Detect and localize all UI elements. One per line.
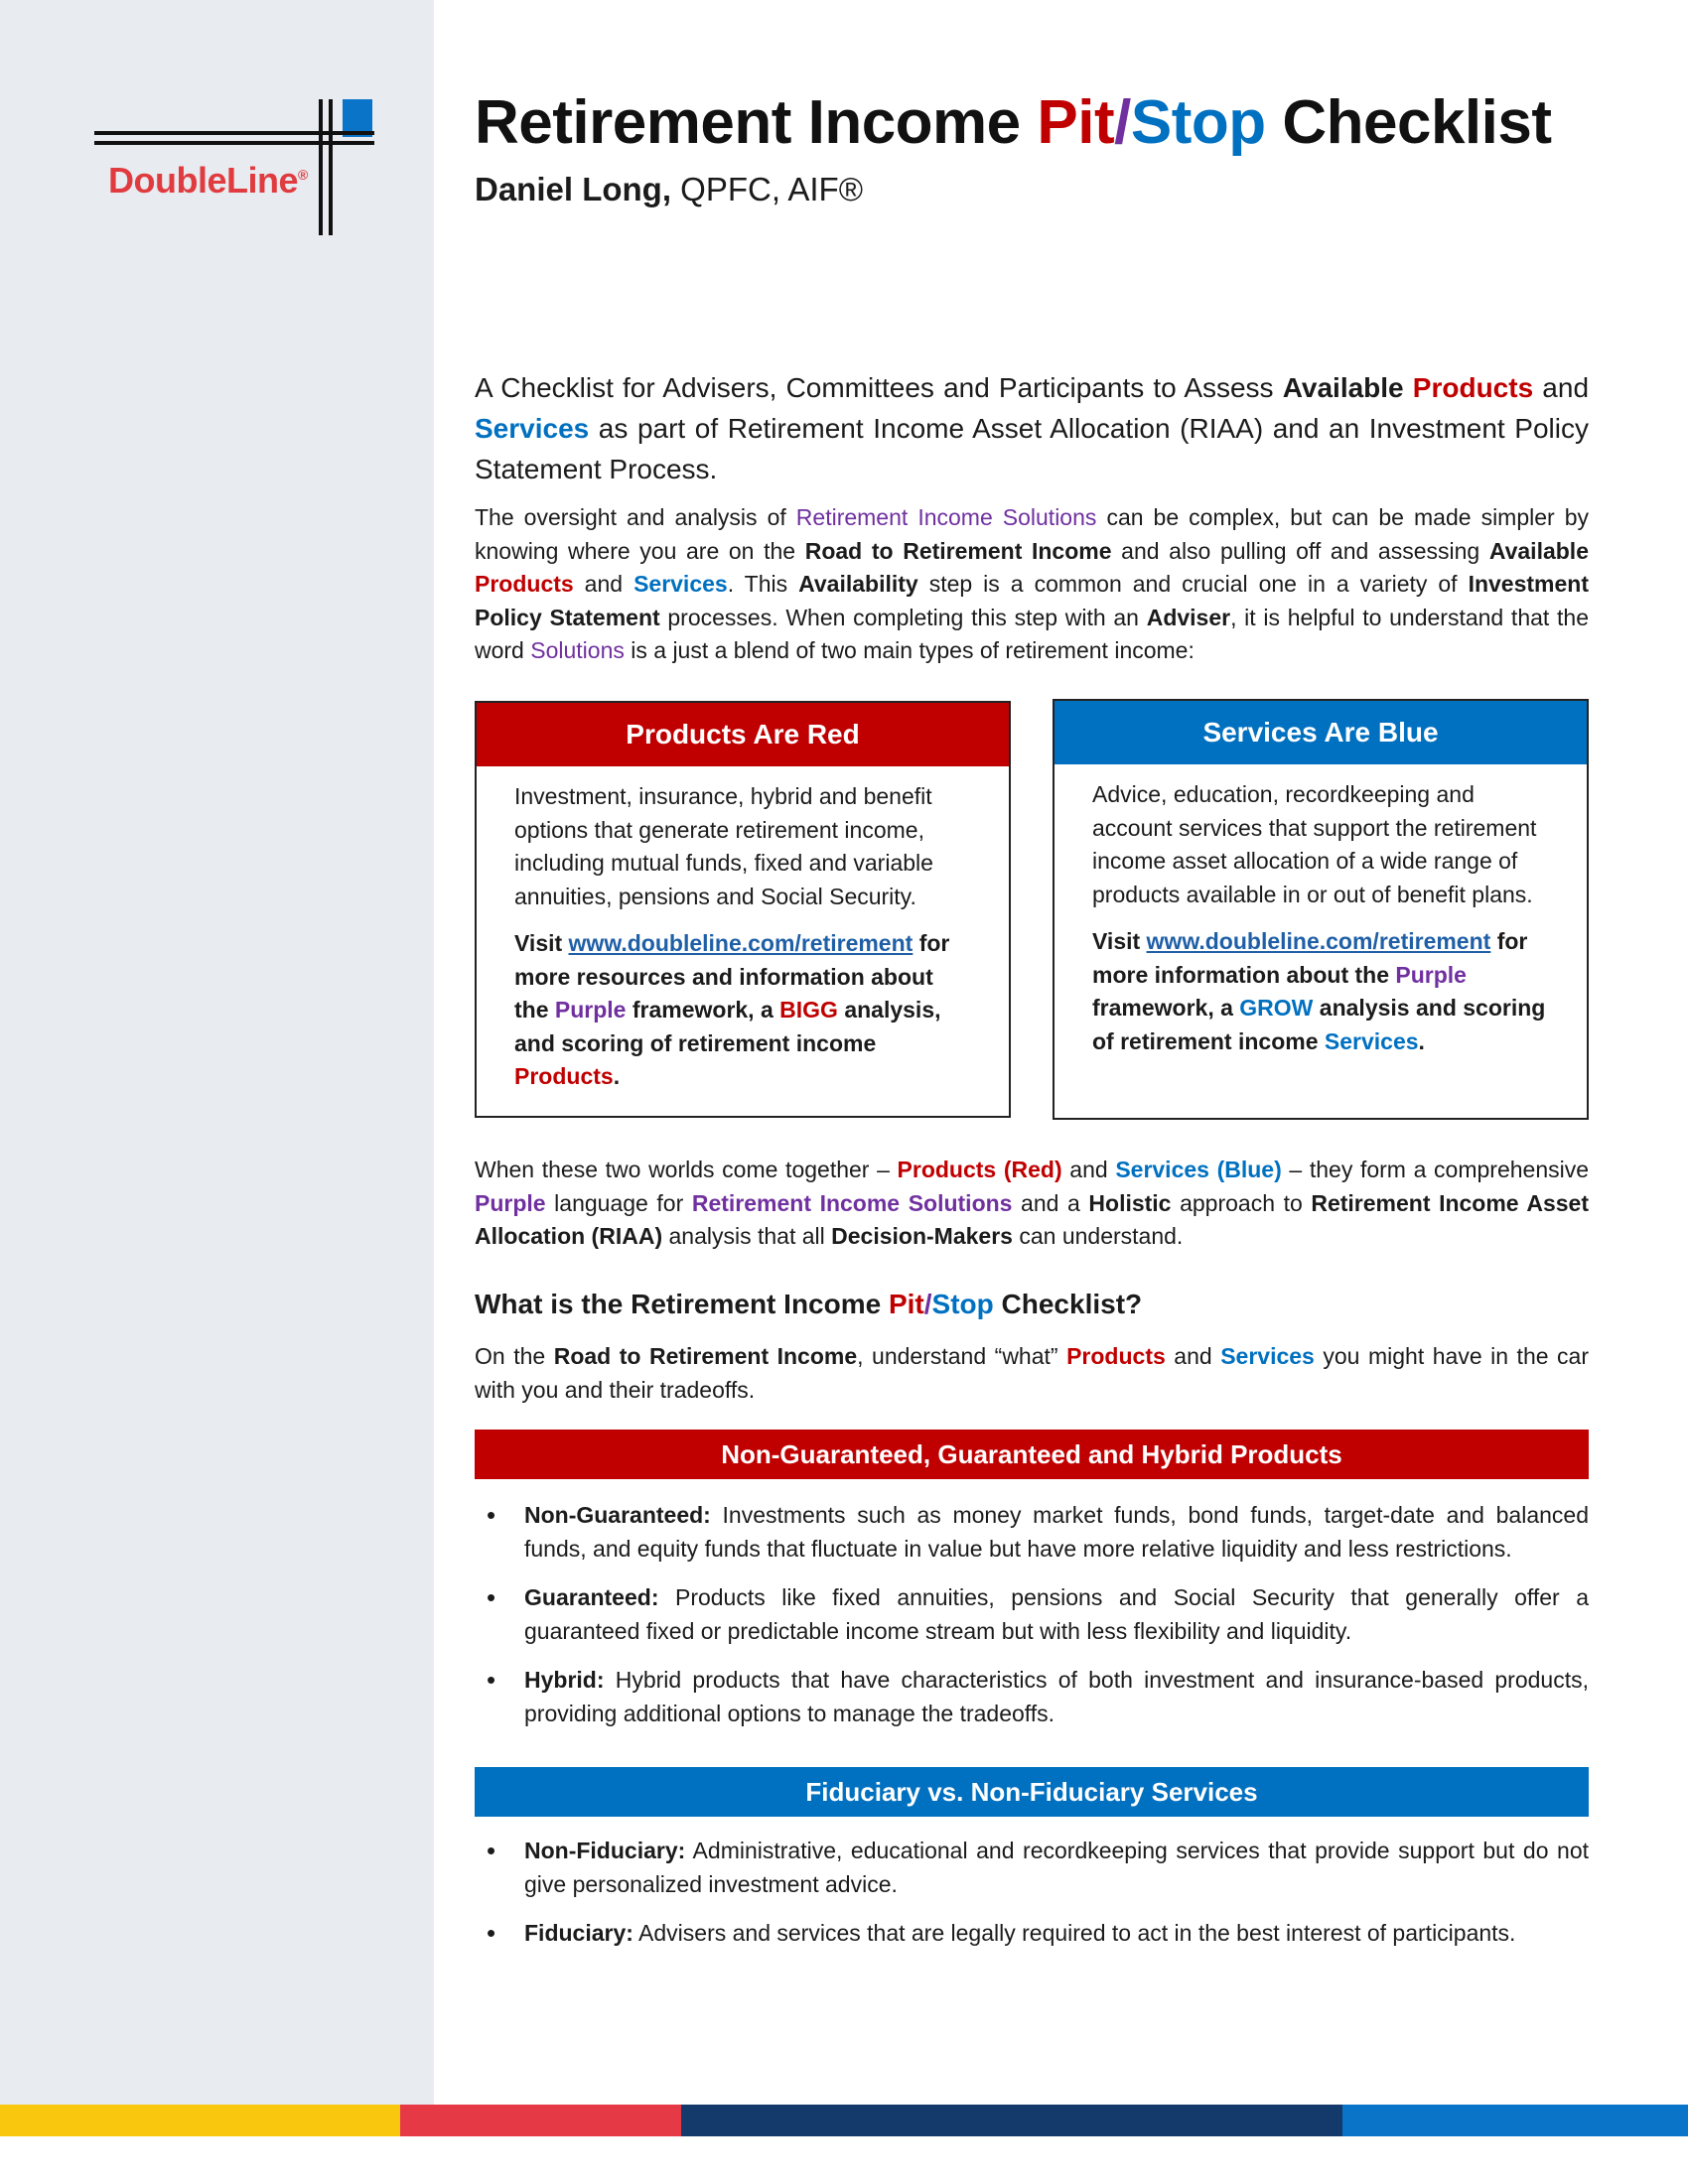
list-item: • Hybrid: Hybrid products that have characteristics of both investment and insurance-based products, providing additional options to manage the tradeoffs. [475,1664,1589,1730]
products-list [475,1499,1589,1746]
products-banner: Non-Guaranteed, Guaranteed and Hybrid Products [475,1430,1589,1479]
footer-stripe-red [400,2105,681,2136]
list-item: • Guaranteed: Products like fixed annuities, pensions and Social Security that generally offer a guaranteed fixed or predictable income stream but with less flexibility and liquidity. [475,1581,1589,1648]
footer-stripe-navy [681,2105,1342,2136]
services-list [475,1835,1589,1967]
worlds-paragraph: When these two worlds come together – Products (Red) and Services (Blue) – they form a comprehensive Purple language for Retirement Income Solutions and a Holistic approach to Retirement Income Asset Allocation (RIAA) analysis that all Decision-Makers can understand. [475,1157,1590,1249]
list-item: • Fiduciary: Advisers and services that are legally required to act in the best interest of participants. [475,1917,1589,1951]
logo-wordmark: DoubleLine® [108,160,308,201]
footer-stripe-blue [1342,2105,1688,2136]
services-banner: Fiduciary vs. Non-Fiduciary Services [475,1767,1589,1817]
products-box-description: Investment, insurance, hybrid and benefit options that generate retirement income, including mutual funds, fixed and variable annuities, pensions and Social Security. [514,783,933,909]
page-title: Retirement Income Pit/Stop Checklist [475,88,1552,157]
intro-paragraph: A Checklist for Advisers, Committees and Participants to Assess Available Products and Services as part of Retirement Income Asset Allocation (RIAA) and an Investment Policy Statement Process. [475,372,1590,484]
road-paragraph: On the Road to Retirement Income, understand “what” Products and Services you might have in the car with you and their tradeoffs. [475,1343,1589,1403]
services-box-title: Services Are Blue [1055,701,1587,764]
products-box-title: Products Are Red [477,703,1009,766]
list-item: • Non-Fiduciary: Administrative, educational and recordkeeping services that provide support but do not give personalized investment advice. [475,1835,1589,1901]
doubleline-logo [94,94,382,238]
author-line: Daniel Long, QPFC, AIF® [475,171,864,207]
sidebar-panel [0,0,434,2105]
section-heading: What is the Retirement Income Pit/Stop Checklist? [475,1289,1143,1319]
services-box-visit: Visit www.doubleline.com/retirement for more information about the Purple framework, a GROW analysis and scoring of retirement income Services. [1092,928,1546,1054]
products-retirement-link[interactable]: www.doubleline.com/retirement [568,930,914,956]
services-box-description: Advice, education, recordkeeping and account services that support the retirement income asset allocation of a wide range of products available in or out of benefit plans. [1092,781,1537,907]
footer-stripe-yellow [0,2105,400,2136]
services-box [1053,699,1589,1120]
products-box [475,701,1011,1118]
products-box-visit: Visit www.doubleline.com/retirement for more resources and information about the Purple framework, a BIGG analysis, and scoring of retirement income Products. [514,930,950,1089]
overview-paragraph: The oversight and analysis of Retirement Income Solutions can be complex, but can be made simpler by knowing where you are on the Road to Retirement Income and also pulling off and assessing Available Products and Services. This Availability step is a common and crucial one in a variety of Investment Policy Statement processes. When completing this step with an Adviser, it is helpful to understand that the word Solutions is a just a blend of two main types of retirement income: [475,504,1590,663]
services-retirement-link[interactable]: www.doubleline.com/retirement [1146,928,1491,954]
list-item: • Non-Guaranteed: Investments such as money market funds, bond funds, target-date and balanced funds, and equity funds that fluctuate in value but have more relative liquidity and less restrictions. [475,1499,1589,1566]
